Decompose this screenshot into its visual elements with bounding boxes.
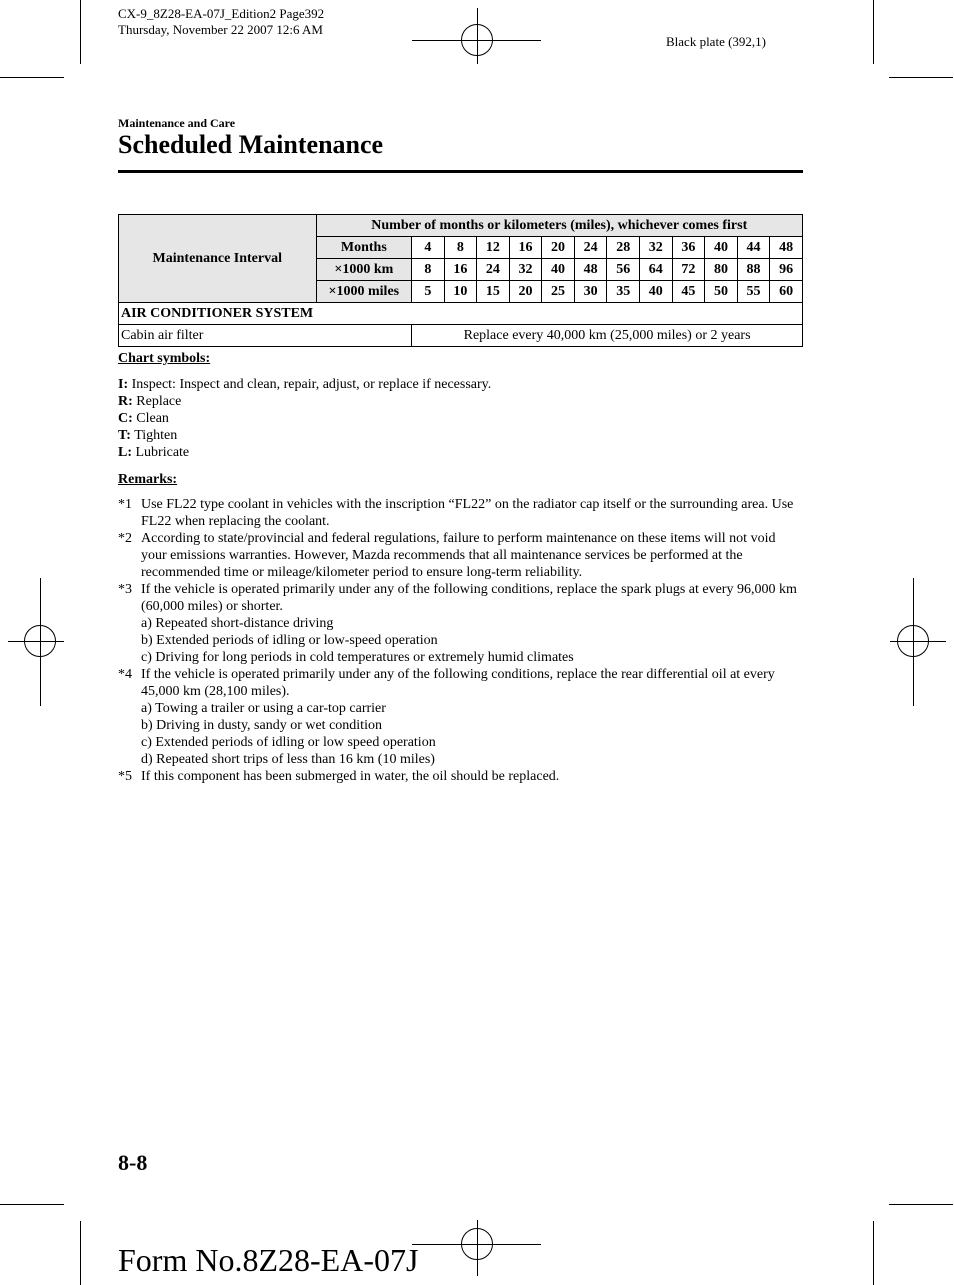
remark-subitem: b) Extended periods of idling or low-speed operation bbox=[141, 633, 438, 648]
chart-symbols-heading: Chart symbols: bbox=[118, 351, 211, 366]
remark-text: Use FL22 type coolant in vehicles with the inscription “FL22” on the radiator cap itself or the surrounding area. Use FL22 when replacing the coolant. bbox=[141, 497, 794, 529]
symbol-item bbox=[118, 376, 491, 393]
page-title: Scheduled Maintenance bbox=[118, 130, 384, 159]
table-cell: 24 bbox=[574, 237, 607, 259]
table-cell: 45 bbox=[672, 281, 705, 303]
plate-label: Black plate (392,1) bbox=[666, 34, 766, 49]
interval-label: Maintenance Interval bbox=[119, 215, 317, 303]
table-cell: 50 bbox=[705, 281, 738, 303]
symbol-item bbox=[118, 427, 491, 444]
remark-subitem: b) Driving in dusty, sandy or wet condition bbox=[141, 718, 382, 733]
remark-item bbox=[118, 530, 798, 581]
remarks-heading: Remarks: bbox=[118, 472, 178, 487]
table-cell: 16 bbox=[444, 259, 477, 281]
print-header-line2: Thursday, November 22 2007 12:6 AM bbox=[118, 22, 323, 37]
table-cell: 32 bbox=[509, 259, 542, 281]
table-cell: 15 bbox=[477, 281, 510, 303]
table-cell: 96 bbox=[770, 259, 803, 281]
print-header bbox=[118, 6, 324, 38]
table-cell: 25 bbox=[542, 281, 575, 303]
table-cell: 5 bbox=[412, 281, 444, 303]
remark-item bbox=[118, 768, 798, 785]
row-label: ×1000 km bbox=[316, 259, 412, 281]
table-cell: 40 bbox=[640, 281, 673, 303]
remark-subitem: c) Extended periods of idling or low speed operation bbox=[141, 735, 436, 750]
remark-item bbox=[118, 666, 798, 768]
table-cell: 48 bbox=[574, 259, 607, 281]
table-cell: 80 bbox=[705, 259, 738, 281]
symbol-key: I: bbox=[118, 377, 129, 392]
remark-text: If this component has been submerged in water, the oil should be replaced. bbox=[141, 769, 560, 784]
print-header-line1: CX-9_8Z28-EA-07J_Edition2 Page392 bbox=[118, 6, 325, 21]
remark-marker: *1 bbox=[118, 497, 132, 512]
table-cell: 36 bbox=[672, 237, 705, 259]
symbol-item bbox=[118, 444, 491, 461]
table-cell: 20 bbox=[542, 237, 575, 259]
symbol-text: Replace bbox=[132, 394, 182, 409]
table-cell: 60 bbox=[770, 281, 803, 303]
remark-subitem: a) Repeated short-distance driving bbox=[141, 616, 334, 631]
remark-marker: *5 bbox=[118, 769, 132, 784]
table-cell: 48 bbox=[770, 237, 803, 259]
table-cell: 88 bbox=[737, 259, 770, 281]
table-cell: 8 bbox=[412, 259, 444, 281]
symbol-text: Lubricate bbox=[132, 445, 190, 460]
table-cell: 16 bbox=[509, 237, 542, 259]
symbol-key: R: bbox=[118, 394, 133, 409]
symbol-item bbox=[118, 393, 491, 410]
table-cell: 44 bbox=[737, 237, 770, 259]
page-number: 8-8 bbox=[118, 1150, 148, 1175]
table-header-row bbox=[119, 215, 803, 237]
remark-item bbox=[118, 581, 798, 666]
table-cell: 12 bbox=[477, 237, 510, 259]
form-number: Form No.8Z28-EA-07J bbox=[118, 1242, 419, 1278]
table-cell: 55 bbox=[737, 281, 770, 303]
span-header: Number of months or kilometers (miles), whichever comes first bbox=[316, 215, 802, 237]
symbol-key: L: bbox=[118, 445, 132, 460]
symbol-key: T: bbox=[118, 428, 131, 443]
symbol-text: Inspect: Inspect and clean, repair, adjust, or replace if necessary. bbox=[128, 377, 492, 392]
table-cell: 32 bbox=[640, 237, 673, 259]
row-label: ×1000 miles bbox=[316, 281, 412, 303]
section-label: Maintenance and Care bbox=[118, 116, 236, 130]
maintenance-table bbox=[118, 214, 803, 347]
remark-text: If the vehicle is operated primarily under any of the following conditions, replace the spark plugs at every 96,000 km (60,000 miles) or shorter. bbox=[141, 582, 797, 614]
chart-symbols-list bbox=[118, 376, 491, 461]
remark-marker: *4 bbox=[118, 667, 132, 682]
item-name: Cabin air filter bbox=[119, 325, 412, 347]
item-row bbox=[119, 325, 803, 347]
row-label: Months bbox=[316, 237, 412, 259]
symbol-text: Tighten bbox=[130, 428, 178, 443]
table-cell: 40 bbox=[705, 237, 738, 259]
table-cell: 56 bbox=[607, 259, 640, 281]
table-cell: 8 bbox=[444, 237, 477, 259]
remark-subitem: c) Driving for long periods in cold temperatures or extremely humid climates bbox=[141, 650, 574, 665]
table-cell: 40 bbox=[542, 259, 575, 281]
title-rule bbox=[118, 170, 803, 173]
symbol-key: C: bbox=[118, 411, 133, 426]
table-cell: 20 bbox=[509, 281, 542, 303]
system-row bbox=[119, 303, 803, 325]
remark-item bbox=[118, 496, 798, 530]
remark-text: If the vehicle is operated primarily under any of the following conditions, replace the rear differential oil at every 45,000 km (28,100 miles). bbox=[141, 667, 775, 699]
symbol-item bbox=[118, 410, 491, 427]
table-cell: 64 bbox=[640, 259, 673, 281]
table-cell: 24 bbox=[477, 259, 510, 281]
remark-marker: *2 bbox=[118, 531, 132, 546]
remark-text: According to state/provincial and federal regulations, failure to perform maintenance on these items will not void your emissions warranties. However, Mazda recommends that all maintenance services be performed at the recommended time or mileage/kilometer period to ensure long-term reliability. bbox=[141, 531, 776, 580]
table-cell: 4 bbox=[412, 237, 444, 259]
table-cell: 72 bbox=[672, 259, 705, 281]
system-heading: AIR CONDITIONER SYSTEM bbox=[119, 303, 803, 325]
table-cell: 30 bbox=[574, 281, 607, 303]
remarks-list bbox=[118, 496, 798, 785]
table-cell: 10 bbox=[444, 281, 477, 303]
table-cell: 28 bbox=[607, 237, 640, 259]
symbol-text: Clean bbox=[132, 411, 169, 426]
remark-subitem: a) Towing a trailer or using a car-top carrier bbox=[141, 701, 386, 716]
table-cell: 35 bbox=[607, 281, 640, 303]
item-instruction: Replace every 40,000 km (25,000 miles) or 2 years bbox=[412, 325, 803, 347]
remark-subitem: d) Repeated short trips of less than 16 km (10 miles) bbox=[141, 752, 435, 767]
remark-marker: *3 bbox=[118, 582, 132, 597]
